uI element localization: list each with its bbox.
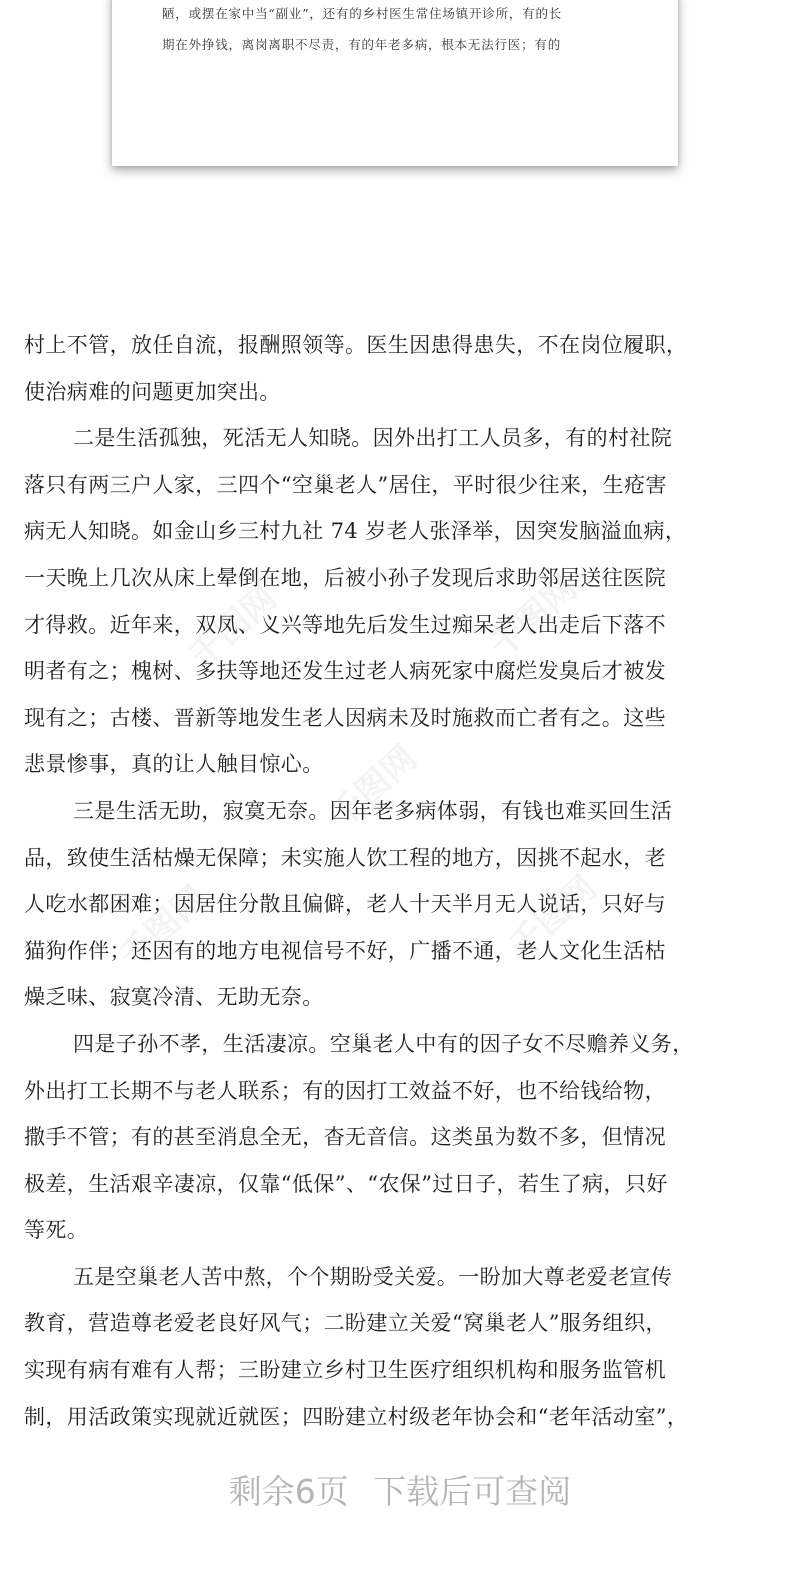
text-line: 外出打工长期不与老人联系；有的因打工效益不好，也不给钱给物， — [24, 1078, 666, 1103]
previous-page-preview — [112, 0, 678, 166]
text-line: 撒手不管；有的甚至消息全无，杳无音信。这类虽为数不多，但情况 — [24, 1125, 666, 1150]
text-line: 村上不管，放任自流，报酬照领等。医生因患得患失，不在岗位履职， — [24, 333, 688, 357]
download-prompt[interactable] — [0, 1466, 800, 1513]
watermark-logo: 千图网 — [482, 568, 585, 667]
paragraph-start: 三是生活无助，寂寞无奈。因年老多病体弱，有钱也难买回生活 — [73, 798, 673, 823]
paragraph-start: 四是子孙不孝，生活凄凉。空巢老人中有的因子女不尽赡养义务， — [73, 1031, 694, 1056]
paragraph-start: 二是生活孤独，死活无人知晓。因外出打工人员多，有的村社院 — [73, 426, 673, 451]
text-line: 教育，营造尊老爱老良好风气；二盼建立关爱“窝巢老人”服务组织， — [24, 1311, 667, 1336]
document-body — [24, 322, 784, 1440]
text-line: 病无人知晓。如金山乡三村九社 74 岁老人张泽举，因突发脑溢血病， — [24, 519, 687, 544]
preview-line-1: 陋，或摆在家中当“副业”，还有的乡村医生常住场镇开诊所，有的长 — [162, 6, 563, 21]
text-line: 明者有之；槐树、多扶等地还发生过老人病死家中腐烂发臭后才被发 — [24, 659, 666, 684]
text-line: 猫狗作伴；还因有的地方电视信号不好，广播不通，老人文化生活枯 — [24, 938, 666, 963]
text-line: 等死。 — [24, 1218, 89, 1243]
text-line: 制，用活政策实现就近就医；四盼建立村级老年协会和“老年活动室”， — [24, 1404, 689, 1429]
watermark-logo: 千图网 — [322, 738, 425, 837]
text-line: 落只有两三户人家，三四个“空巢老人”居住，平时很少往来，生疮害 — [24, 472, 667, 497]
watermark-logo: 千图网 — [112, 878, 215, 977]
text-line: 实现有病有难有人帮；三盼建立乡村卫生医疗组织机构和服务监管机 — [24, 1358, 666, 1383]
text-line: 使治病难的问题更加突出。 — [24, 379, 281, 404]
preview-line-2: 期在外挣钱，离岗离职不尽责，有的年老多病，根本无法行医；有的 — [162, 37, 562, 52]
text-line: 才得救。近年来，双凤、义兴等地先后发生过痴呆老人出走后下落不 — [24, 612, 666, 637]
download-to-read-label: 下载后可查阅 — [373, 1472, 572, 1511]
text-line: 燥乏味、寂寞冷清、无助无奈。 — [24, 985, 324, 1010]
text-line: 品，致使生活枯燥无保障；未实施人饮工程的地方，因挑不起水，老 — [24, 845, 666, 870]
text-line: 现有之；古楼、晋新等地发生老人因病未及时施救而亡者有之。这些 — [24, 705, 666, 730]
watermark-logo: 千图网 — [182, 578, 285, 677]
text-line: 悲景惨事，真的让人触目惊心。 — [24, 752, 324, 777]
text-line: 人吃水都困难；因居住分散且偏僻，老人十天半月无人说话，只好与 — [24, 892, 666, 917]
text-line: 极差，生活艰辛凄凉，仅靠“低保”、“农保”过日子，若生了病，只好 — [24, 1171, 668, 1196]
paragraph-start: 五是空巢老人苦中熬，个个期盼受关爱。一盼加大尊老爱老宣传 — [73, 1264, 673, 1289]
watermark-logo: 千图网 — [502, 868, 605, 967]
text-line: 一天晚上几次从床上晕倒在地，后被小孙子发现后求助邻居送往医院 — [24, 565, 666, 590]
remaining-pages-label: 剩余6页 — [228, 1472, 349, 1511]
